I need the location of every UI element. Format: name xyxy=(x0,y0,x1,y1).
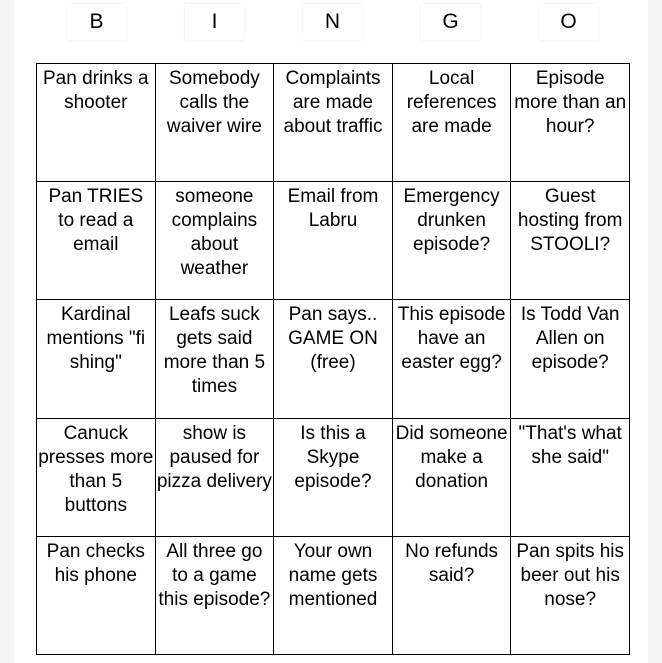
header-letter-i: I xyxy=(185,4,244,40)
bingo-cell: show is paused for pizza delivery xyxy=(156,419,275,537)
bingo-cell: Pan says.. GAME ON (free) xyxy=(274,300,393,418)
bingo-cell: Pan drinks a shooter xyxy=(37,64,156,182)
bingo-cell: Somebody calls the waiver wire xyxy=(156,64,275,182)
bingo-cell: Episode more than an hour? xyxy=(511,64,630,182)
bingo-cell: "That's what she said" xyxy=(511,419,630,537)
bingo-cell: Guest hosting from STOOLI? xyxy=(511,182,630,300)
bingo-cell: Local references are made xyxy=(393,64,512,182)
bingo-grid xyxy=(36,63,630,655)
bingo-cell: Canuck presses more than 5 buttons xyxy=(37,419,156,537)
bingo-cell: someone complains about weather xyxy=(156,182,275,300)
header-letter-n: N xyxy=(303,4,362,40)
bingo-cell: Pan checks his phone xyxy=(37,537,156,655)
bingo-cell: Complaints are made about traffic xyxy=(274,64,393,182)
bingo-cell: All three go to a game this episode? xyxy=(156,537,275,655)
bingo-cell: Leafs suck gets said more than 5 times xyxy=(156,300,275,418)
bingo-cell: Kardinal mentions "fi shing" xyxy=(37,300,156,418)
header-letter-o: O xyxy=(539,4,598,40)
bingo-cell: Did someone make a donation xyxy=(393,419,512,537)
bingo-cell: This episode have an easter egg? xyxy=(393,300,512,418)
header-letter-b: B xyxy=(67,4,126,40)
bingo-cell: Emergency drunken episode? xyxy=(393,182,512,300)
bingo-cell: No refunds said? xyxy=(393,537,512,655)
bingo-cell: Is Todd Van Allen on episode? xyxy=(511,300,630,418)
bingo-cell: Pan TRIES to read a email xyxy=(37,182,156,300)
bingo-cell: Is this a Skype episode? xyxy=(274,419,393,537)
bingo-cell: Pan spits his beer out his nose? xyxy=(511,537,630,655)
header-letter-g: G xyxy=(421,4,480,40)
bingo-cell: Email from Labru xyxy=(274,182,393,300)
bingo-cell: Your own name gets mentioned xyxy=(274,537,393,655)
